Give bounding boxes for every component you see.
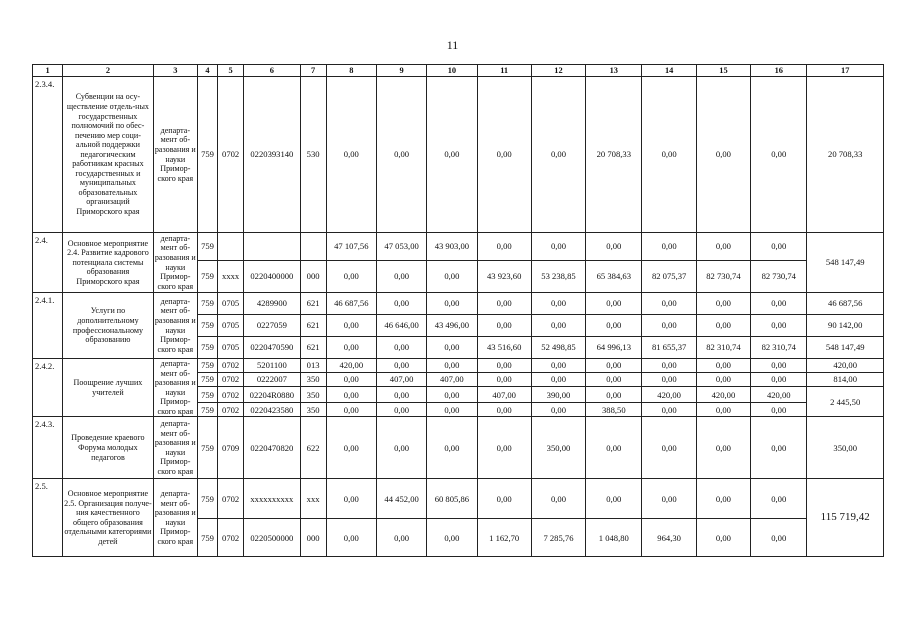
item-number: 2.4.3. <box>33 417 63 479</box>
cell-c14: 0,00 <box>642 315 696 337</box>
column-header: 10 <box>427 65 477 77</box>
cell-c7: 000 <box>300 261 326 293</box>
cell-c14: 0,00 <box>642 359 696 373</box>
cell-c6: 0220423580 <box>244 403 300 417</box>
cell-c15: 0,00 <box>696 519 750 557</box>
cell-c8: 0,00 <box>326 337 376 359</box>
cell-c11: 0,00 <box>477 293 531 315</box>
cell-c13: 64 996,13 <box>586 337 642 359</box>
cell-c9: 46 646,00 <box>376 315 426 337</box>
cell-c5: 0702 <box>218 77 244 233</box>
cell-c4: 759 <box>197 417 217 479</box>
cell-c5: 0705 <box>218 337 244 359</box>
cell-c13: 0,00 <box>586 233 642 261</box>
row-total: 548 147,49 <box>807 233 884 293</box>
department: департа-мент об-разования и науки Примор-ского края <box>153 479 197 557</box>
column-header: 4 <box>197 65 217 77</box>
cell-c10: 43 903,00 <box>427 233 477 261</box>
cell-c15: 0,00 <box>696 233 750 261</box>
cell-c15: 0,00 <box>696 417 750 479</box>
cell-c9: 0,00 <box>376 261 426 293</box>
cell-c12: 390,00 <box>531 387 585 403</box>
department: департа-мент об-разования и науки Примор-ского края <box>154 233 196 291</box>
cell-c14: 0,00 <box>642 373 696 387</box>
cell-c4: 759 <box>197 359 217 373</box>
cell-c4: 759 <box>197 233 217 261</box>
cell-c8: 0,00 <box>326 519 376 557</box>
cell-c8: 0,00 <box>326 315 376 337</box>
item-name: Основное мероприятие 2.4. Развитие кадрового потенциала системы образования Приморского края <box>63 233 154 293</box>
cell-c4: 759 <box>197 403 217 417</box>
cell-c14: 0,00 <box>642 403 696 417</box>
cell-c16: 0,00 <box>751 403 807 417</box>
cell-c5: 0702 <box>218 359 244 373</box>
cell-c15: 0,00 <box>696 373 750 387</box>
cell-c8: 0,00 <box>326 387 376 403</box>
item-name: Основное мероприятие 2.5. Организация получе-ния качественного общего образования отдельными категориями детей <box>63 479 154 557</box>
cell-c6: 0220393140 <box>244 77 300 233</box>
cell-c7: 621 <box>300 293 326 315</box>
cell-c16: 0,00 <box>751 479 807 519</box>
cell-c10: 407,00 <box>427 373 477 387</box>
cell-c9: 0,00 <box>376 417 426 479</box>
cell-c14: 0,00 <box>642 233 696 261</box>
cell-c16: 82 310,74 <box>751 337 807 359</box>
item-number: 2.4.2. <box>33 359 63 417</box>
cell-c7: ххх <box>300 479 326 519</box>
row-total: 20 708,33 <box>807 77 884 233</box>
cell-c5: 0709 <box>218 417 244 479</box>
cell-c9: 0,00 <box>376 359 426 373</box>
cell-c6: 0220470820 <box>244 417 300 479</box>
cell-c8: 0,00 <box>326 373 376 387</box>
cell-c16: 420,00 <box>751 387 807 403</box>
column-header: 3 <box>153 65 197 77</box>
cell-c12: 0,00 <box>531 233 585 261</box>
cell-c5: 0702 <box>218 387 244 403</box>
cell-c13: 388,50 <box>586 403 642 417</box>
cell-c7: 000 <box>300 519 326 557</box>
cell-c14: 0,00 <box>642 479 696 519</box>
cell-c7: 013 <box>300 359 326 373</box>
item-name: Поощрение лучших учителей <box>63 359 154 417</box>
cell-c7: 621 <box>300 337 326 359</box>
cell-c6: 02204R0880 <box>244 387 300 403</box>
cell-c11: 0,00 <box>477 479 531 519</box>
cell-c5: 0702 <box>218 479 244 519</box>
cell-c15: 0,00 <box>696 293 750 315</box>
cell-c9: 0,00 <box>376 403 426 417</box>
cell-c8: 420,00 <box>326 359 376 373</box>
cell-c11: 0,00 <box>477 233 531 261</box>
column-header: 11 <box>477 65 531 77</box>
cell-c8: 0,00 <box>326 417 376 479</box>
row-total: 420,00 <box>807 359 884 373</box>
column-header: 7 <box>300 65 326 77</box>
cell-c9: 0,00 <box>376 387 426 403</box>
cell-c6: 4289900 <box>244 293 300 315</box>
cell-c8: 0,00 <box>326 261 376 293</box>
cell-c11: 1 162,70 <box>477 519 531 557</box>
cell-c8: 0,00 <box>326 77 376 233</box>
column-header: 17 <box>807 65 884 77</box>
cell-c9: 44 452,00 <box>376 479 426 519</box>
cell-c10: 43 496,00 <box>427 315 477 337</box>
cell-c15: 420,00 <box>696 387 750 403</box>
table-row <box>33 359 884 373</box>
cell-c11: 0,00 <box>477 77 531 233</box>
cell-c6 <box>244 233 300 261</box>
cell-c9: 407,00 <box>376 373 426 387</box>
cell-c9: 0,00 <box>376 293 426 315</box>
column-header: 14 <box>642 65 696 77</box>
cell-c12: 0,00 <box>531 293 585 315</box>
cell-c12: 7 285,76 <box>531 519 585 557</box>
cell-c11: 0,00 <box>477 417 531 479</box>
cell-c13: 0,00 <box>586 387 642 403</box>
row-total: 2 445,50 <box>807 387 884 417</box>
cell-c6: 0220500000 <box>244 519 300 557</box>
cell-c11: 0,00 <box>477 403 531 417</box>
cell-c9: 0,00 <box>376 77 426 233</box>
cell-c7: 350 <box>300 387 326 403</box>
cell-c15: 82 310,74 <box>696 337 750 359</box>
cell-c16: 0,00 <box>751 293 807 315</box>
cell-c14: 0,00 <box>642 293 696 315</box>
cell-c12: 0,00 <box>531 403 585 417</box>
cell-c12: 0,00 <box>531 315 585 337</box>
cell-c5: 0705 <box>218 315 244 337</box>
cell-c13: 0,00 <box>586 293 642 315</box>
cell-c14: 420,00 <box>642 387 696 403</box>
item-name: Проведение краевого Форума молодых педагогов <box>63 417 154 479</box>
cell-c14: 0,00 <box>642 77 696 233</box>
cell-c5: 0702 <box>218 403 244 417</box>
item-number: 2.4.1. <box>33 293 63 359</box>
cell-c13: 1 048,80 <box>586 519 642 557</box>
row-total: 46 687,56 <box>807 293 884 315</box>
cell-c13: 0,00 <box>586 479 642 519</box>
cell-c12: 0,00 <box>531 479 585 519</box>
cell-c4: 759 <box>197 293 217 315</box>
cell-c10: 0,00 <box>427 403 477 417</box>
cell-c8: 0,00 <box>326 403 376 417</box>
item-name: Услуги по дополнительному профессиональному образованию <box>63 293 154 359</box>
table-row <box>33 479 884 519</box>
cell-c12: 0,00 <box>531 77 585 233</box>
cell-c16: 0,00 <box>751 519 807 557</box>
cell-c16: 0,00 <box>751 233 807 261</box>
cell-c5: 0705 <box>218 293 244 315</box>
cell-c11: 43 923,60 <box>477 261 531 293</box>
column-header: 13 <box>586 65 642 77</box>
cell-c6: хххххххххх <box>244 479 300 519</box>
cell-c10: 0,00 <box>427 417 477 479</box>
cell-c7 <box>300 233 326 261</box>
cell-c15: 0,00 <box>696 77 750 233</box>
cell-c5: 0702 <box>218 373 244 387</box>
column-header: 5 <box>218 65 244 77</box>
cell-c10: 0,00 <box>427 77 477 233</box>
cell-c10: 0,00 <box>427 337 477 359</box>
cell-c4: 759 <box>197 519 217 557</box>
column-header: 12 <box>531 65 585 77</box>
cell-c10: 0,00 <box>427 387 477 403</box>
cell-c16: 0,00 <box>751 417 807 479</box>
table-row <box>33 293 884 315</box>
item-name: Субвенции на осу-ществление отдель-ных государственных полномочий по обес-печению мер соци-альной поддержки педагогическим работникам красных государственных и муниципальных образовательных организаций Приморского края <box>63 77 154 233</box>
cell-c12: 53 238,85 <box>531 261 585 293</box>
cell-c4: 759 <box>197 77 217 233</box>
cell-c11: 0,00 <box>477 359 531 373</box>
cell-c16: 82 730,74 <box>751 261 807 293</box>
cell-c15: 0,00 <box>696 479 750 519</box>
cell-c10: 0,00 <box>427 519 477 557</box>
row-total: 90 142,00 <box>807 315 884 337</box>
cell-c6: 0222007 <box>244 373 300 387</box>
department: департа-мент об-разования и науки Примор-ского края <box>153 293 197 359</box>
cell-c10: 0,00 <box>427 293 477 315</box>
row-total: 814,00 <box>807 373 884 387</box>
budget-table <box>32 64 884 557</box>
cell-c11: 43 516,60 <box>477 337 531 359</box>
department: департа-мент об-разования и науки Примор-ского края <box>154 359 196 416</box>
cell-c9: 0,00 <box>376 337 426 359</box>
cell-c13: 0,00 <box>586 417 642 479</box>
cell-c15: 0,00 <box>696 315 750 337</box>
column-header: 16 <box>751 65 807 77</box>
cell-c13: 65 384,63 <box>586 261 642 293</box>
cell-c7: 621 <box>300 315 326 337</box>
column-header: 15 <box>696 65 750 77</box>
cell-c10: 0,00 <box>427 261 477 293</box>
item-number: 2.4. <box>33 233 63 293</box>
cell-c4: 759 <box>197 337 217 359</box>
cell-c13: 0,00 <box>586 373 642 387</box>
cell-c12: 0,00 <box>531 359 585 373</box>
table-row <box>33 77 884 233</box>
page-number: 11 <box>446 38 459 52</box>
cell-c15: 82 730,74 <box>696 261 750 293</box>
cell-c16: 0,00 <box>751 373 807 387</box>
cell-c12: 0,00 <box>531 373 585 387</box>
table-row <box>33 233 884 261</box>
cell-c15: 0,00 <box>696 403 750 417</box>
cell-c14: 81 655,37 <box>642 337 696 359</box>
cell-c4: 759 <box>197 315 217 337</box>
cell-c8: 46 687,56 <box>326 293 376 315</box>
header-row <box>33 65 884 77</box>
cell-c8: 47 107,56 <box>326 233 376 261</box>
cell-c13: 20 708,33 <box>586 77 642 233</box>
cell-c15: 0,00 <box>696 359 750 373</box>
column-header: 9 <box>376 65 426 77</box>
cell-c10: 0,00 <box>427 359 477 373</box>
cell-c11: 0,00 <box>477 315 531 337</box>
cell-c7: 622 <box>300 417 326 479</box>
cell-c7: 350 <box>300 403 326 417</box>
cell-c14: 964,30 <box>642 519 696 557</box>
cell-c10: 60 805,86 <box>427 479 477 519</box>
department: департа-мент об-разования и науки Примор-ского края <box>153 417 197 479</box>
cell-c16: 0,00 <box>751 359 807 373</box>
cell-c9: 0,00 <box>376 519 426 557</box>
cell-c11: 407,00 <box>477 387 531 403</box>
item-number: 2.5. <box>33 479 63 557</box>
cell-c13: 0,00 <box>586 315 642 337</box>
cell-c12: 52 498,85 <box>531 337 585 359</box>
row-total: 115 719,42 <box>807 479 884 557</box>
department: департа-мент об-разования и науки Примор-ского края <box>153 77 197 233</box>
column-header: 8 <box>326 65 376 77</box>
row-total: 548 147,49 <box>807 337 884 359</box>
cell-c6: 0220400000 <box>244 261 300 293</box>
cell-c11: 0,00 <box>477 373 531 387</box>
cell-c16: 0,00 <box>751 77 807 233</box>
cell-c4: 759 <box>197 387 217 403</box>
cell-c12: 350,00 <box>531 417 585 479</box>
table-row <box>33 417 884 479</box>
item-number: 2.3.4. <box>33 77 63 233</box>
column-header: 2 <box>63 65 154 77</box>
cell-c16: 0,00 <box>751 315 807 337</box>
cell-c7: 530 <box>300 77 326 233</box>
cell-c6: 0220470590 <box>244 337 300 359</box>
cell-c13: 0,00 <box>586 359 642 373</box>
cell-c5 <box>218 233 244 261</box>
cell-c5: 0702 <box>218 519 244 557</box>
cell-c9: 47 053,00 <box>376 233 426 261</box>
cell-c4: 759 <box>197 479 217 519</box>
column-header: 6 <box>244 65 300 77</box>
cell-c14: 0,00 <box>642 417 696 479</box>
cell-c6: 0227059 <box>244 315 300 337</box>
cell-c8: 0,00 <box>326 479 376 519</box>
cell-c5: хххх <box>218 261 244 293</box>
cell-c7: 350 <box>300 373 326 387</box>
cell-c6: 5201100 <box>244 359 300 373</box>
cell-c4: 759 <box>197 373 217 387</box>
row-total: 350,00 <box>807 417 884 479</box>
cell-c14: 82 075,37 <box>642 261 696 293</box>
column-header: 1 <box>33 65 63 77</box>
cell-c4: 759 <box>197 261 217 293</box>
